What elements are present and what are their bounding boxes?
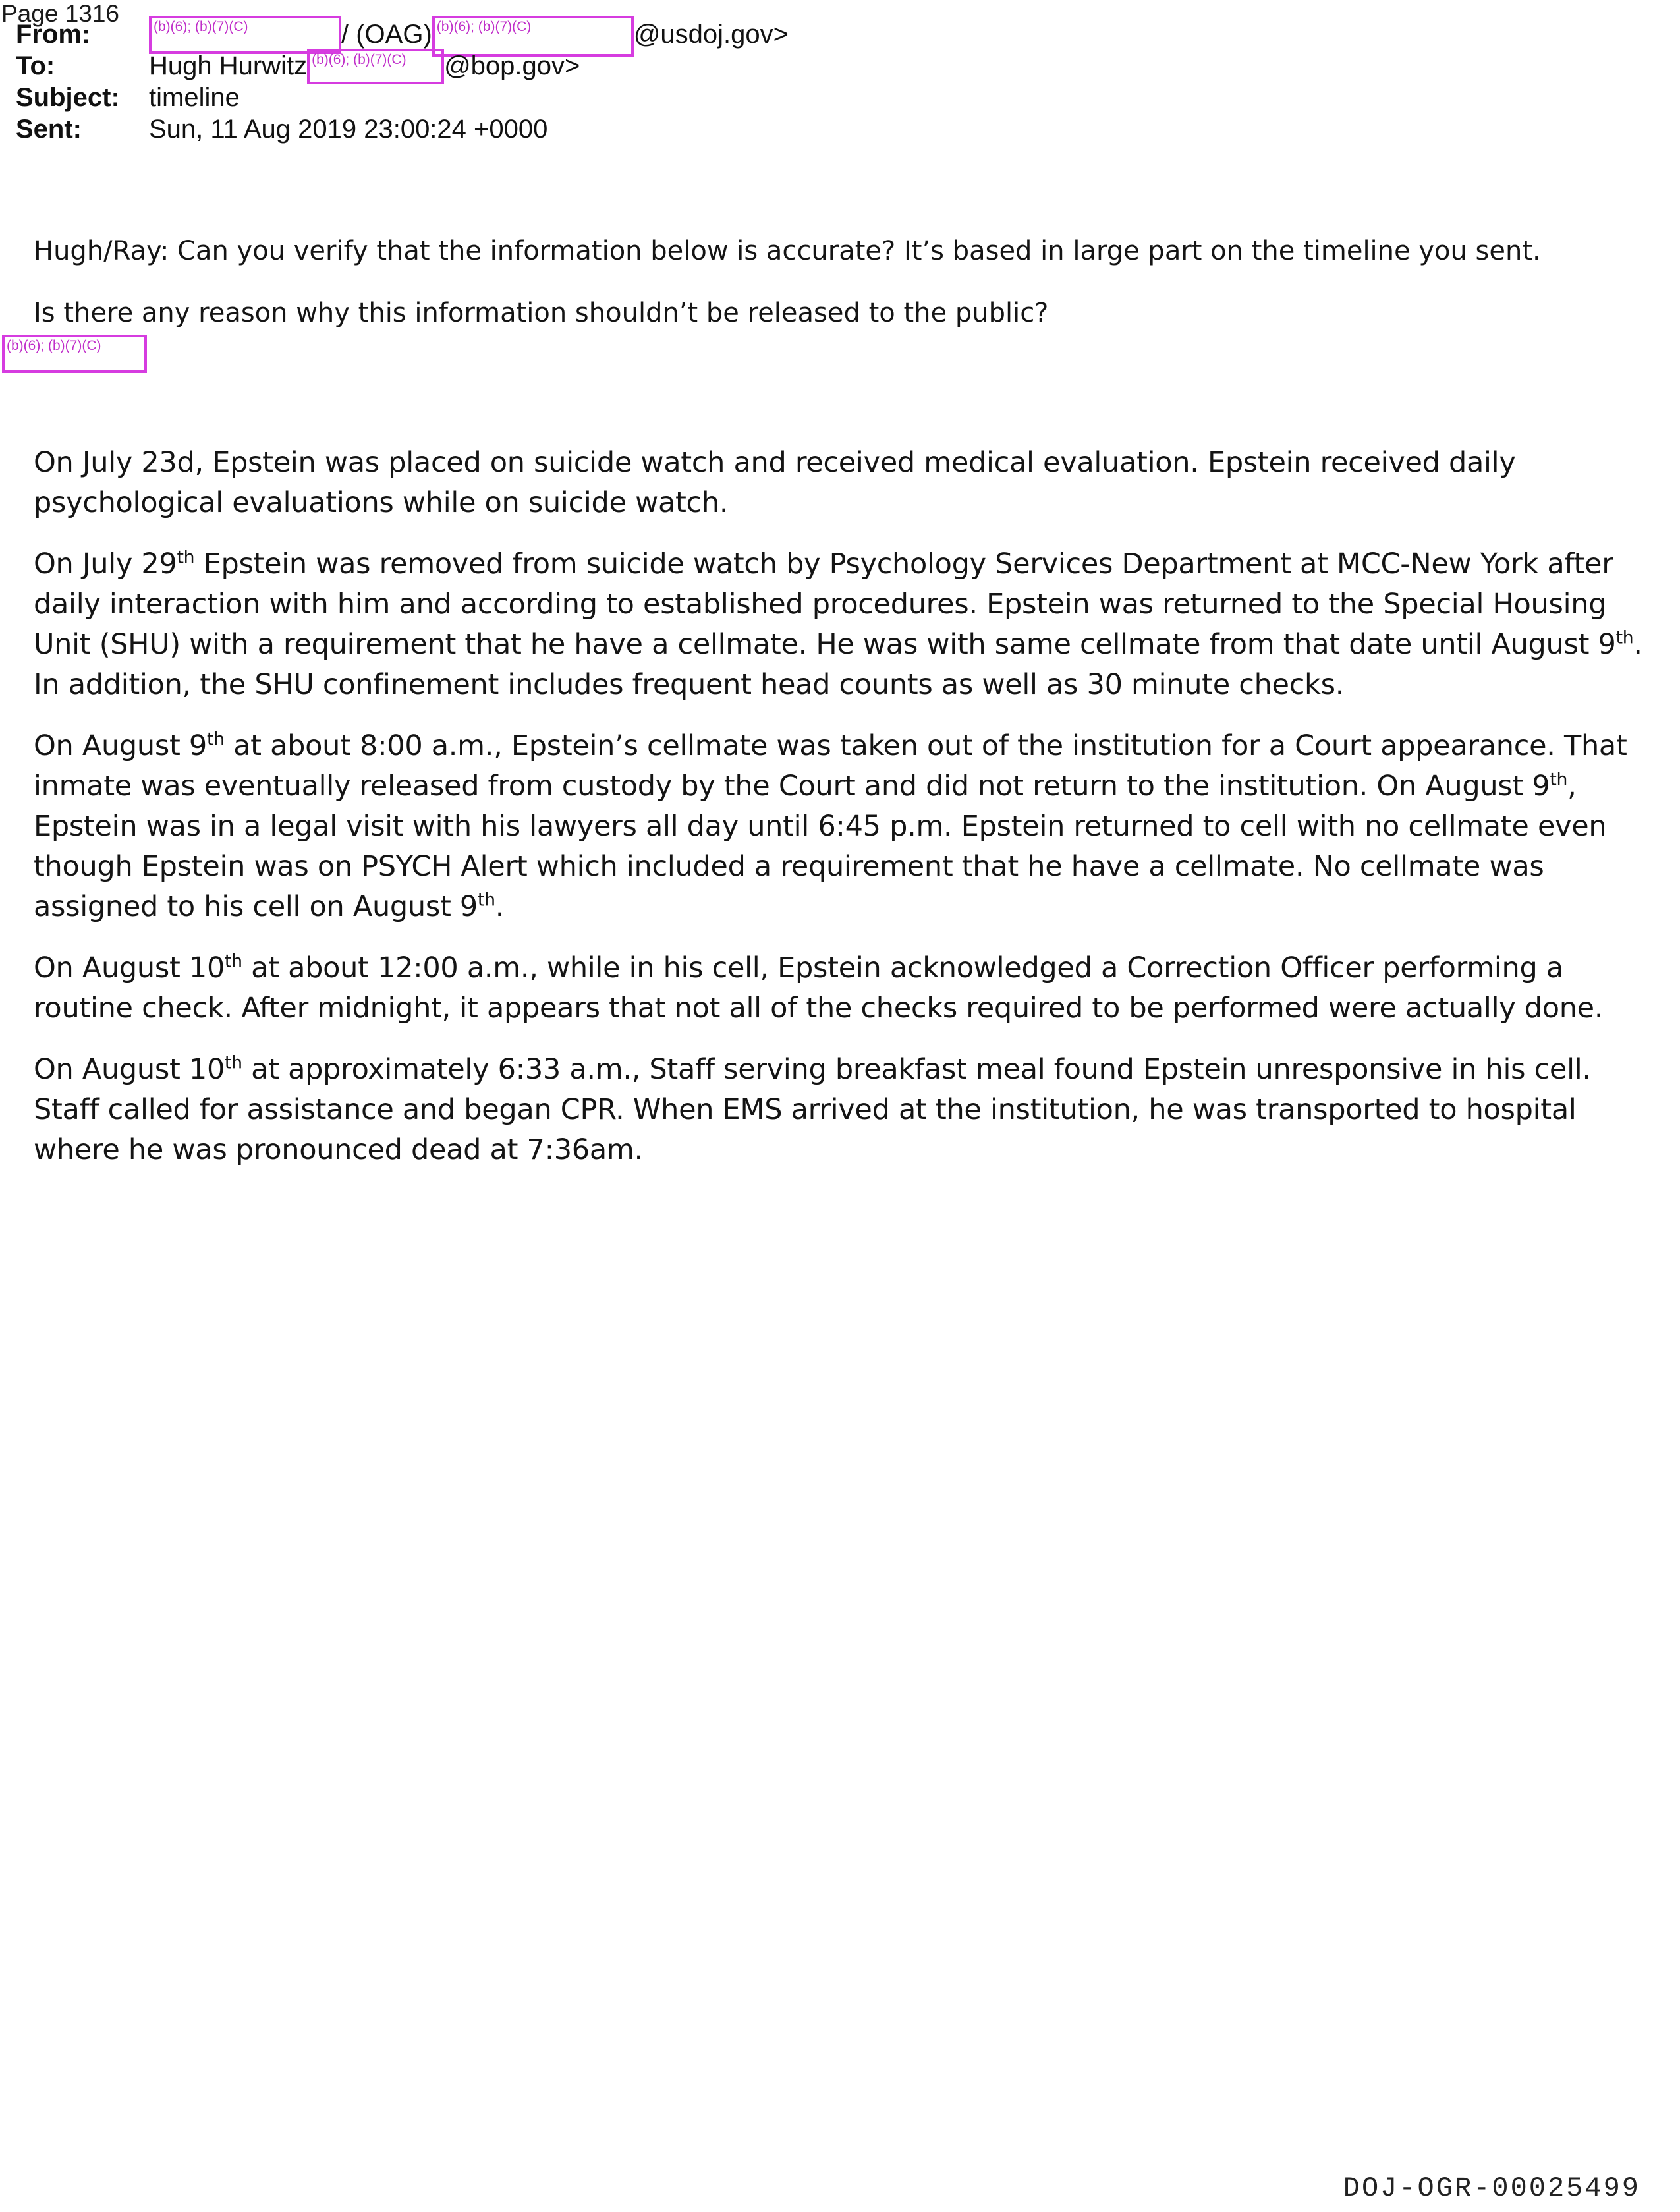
redaction-box-from-email: (b)(6); (b)(7)(C) (432, 16, 634, 57)
from-label: From: (16, 20, 91, 49)
ordinal-suffix: th (206, 729, 225, 750)
timeline-body (34, 443, 1661, 1191)
from-row (16, 18, 789, 50)
from-name-tail: / (OAG) (341, 20, 432, 49)
from-email-domain: @usdoj.gov> (633, 20, 789, 49)
from-value (149, 18, 789, 50)
text-run: On July 29 (34, 548, 177, 581)
bates-number: DOJ-OGR-00025499 (1343, 2172, 1640, 2204)
email-header (16, 18, 789, 145)
sent-label: Sent: (16, 115, 82, 144)
timeline-paragraph-3 (34, 726, 1661, 927)
subject-row (16, 82, 789, 113)
intro-paragraph-2: Is there any reason why this information shouldn’t be released to the public? (34, 298, 1049, 328)
ordinal-suffix: th (225, 951, 242, 972)
timeline-paragraph-1: On July 23d, Epstein was placed on suicide watch and received medical evaluation. Epstein received daily psychological evaluations while on suicide watch. (34, 446, 1516, 519)
ordinal-suffix: th (1615, 627, 1634, 648)
text-run: , Epstein was in a legal visit with his lawyers all day until 6:45 p.m. Epstein returned to cell with no cellmate even though Epstein was on PSYCH Alert which included a requirement that he have a cellmate. No cellmate was assigned to his cell on August 9 (34, 770, 1607, 923)
text-run: On August 9 (34, 729, 207, 762)
to-name: Hugh Hurwitz (149, 51, 308, 80)
text-run: at about 8:00 a.m., Epstein’s cellmate was taken out of the institution for a Court appearance. That inmate was eventually released from custody by the Court and did not return to the institution. On August 9 (34, 729, 1627, 803)
redaction-box-to-email: (b)(6); (b)(7)(C) (307, 49, 444, 84)
to-row (16, 50, 789, 82)
ordinal-suffix: th (225, 1052, 242, 1073)
to-label: To: (16, 51, 55, 80)
sent-value: Sun, 11 Aug 2019 23:00:24 +0000 (149, 115, 548, 144)
page-number: Page 1316 (1, 0, 120, 27)
text-run: Epstein was removed from suicide watch by Psychology Services Department at MCC-New York after daily interaction with him and according to established procedures. Epstein was returned to the Special Housing Unit (SHU) with a requirement that he have a cellmate. He was with same cellmate from that date until August 9 (34, 548, 1616, 661)
intro-paragraph-1: Hugh/Ray: Can you verify that the information below is accurate? It’s based in large part on the timeline you sent. (34, 236, 1541, 266)
redaction-box-signature: (b)(6); (b)(7)(C) (2, 335, 147, 373)
ordinal-suffix: th (177, 547, 195, 568)
subject-label: Subject: (16, 83, 120, 112)
email-intro (34, 235, 1661, 358)
to-value (149, 50, 580, 82)
subject-value: timeline (149, 83, 240, 112)
redaction-box-from-name: (b)(6); (b)(7)(C) (149, 16, 341, 54)
timeline-paragraph-4 (34, 948, 1661, 1029)
text-run: at about 12:00 a.m., while in his cell, Epstein acknowledged a Correction Officer performing a routine check. After midnight, it appears that not all of the checks required to be performed were actually done. (34, 951, 1604, 1025)
text-run: On August 10 (34, 951, 225, 984)
sent-row (16, 113, 789, 145)
text-run: . In addition, the SHU confinement includes frequent head counts as well as 30 minute checks. (34, 628, 1642, 701)
text-run: at approximately 6:33 a.m., Staff serving breakfast meal found Epstein unresponsive in his cell. Staff called for assistance and began CPR. When EMS arrived at the institution, he was transported to hospital where he was pronounced dead at 7:36am. (34, 1053, 1591, 1166)
ordinal-suffix: th (1550, 769, 1568, 790)
text-run: On August 10 (34, 1053, 225, 1086)
text-run: . (495, 890, 505, 923)
timeline-paragraph-2 (34, 544, 1661, 705)
timeline-paragraph-5 (34, 1050, 1661, 1170)
ordinal-suffix: th (477, 890, 495, 911)
to-email-domain: @bop.gov> (444, 51, 580, 80)
